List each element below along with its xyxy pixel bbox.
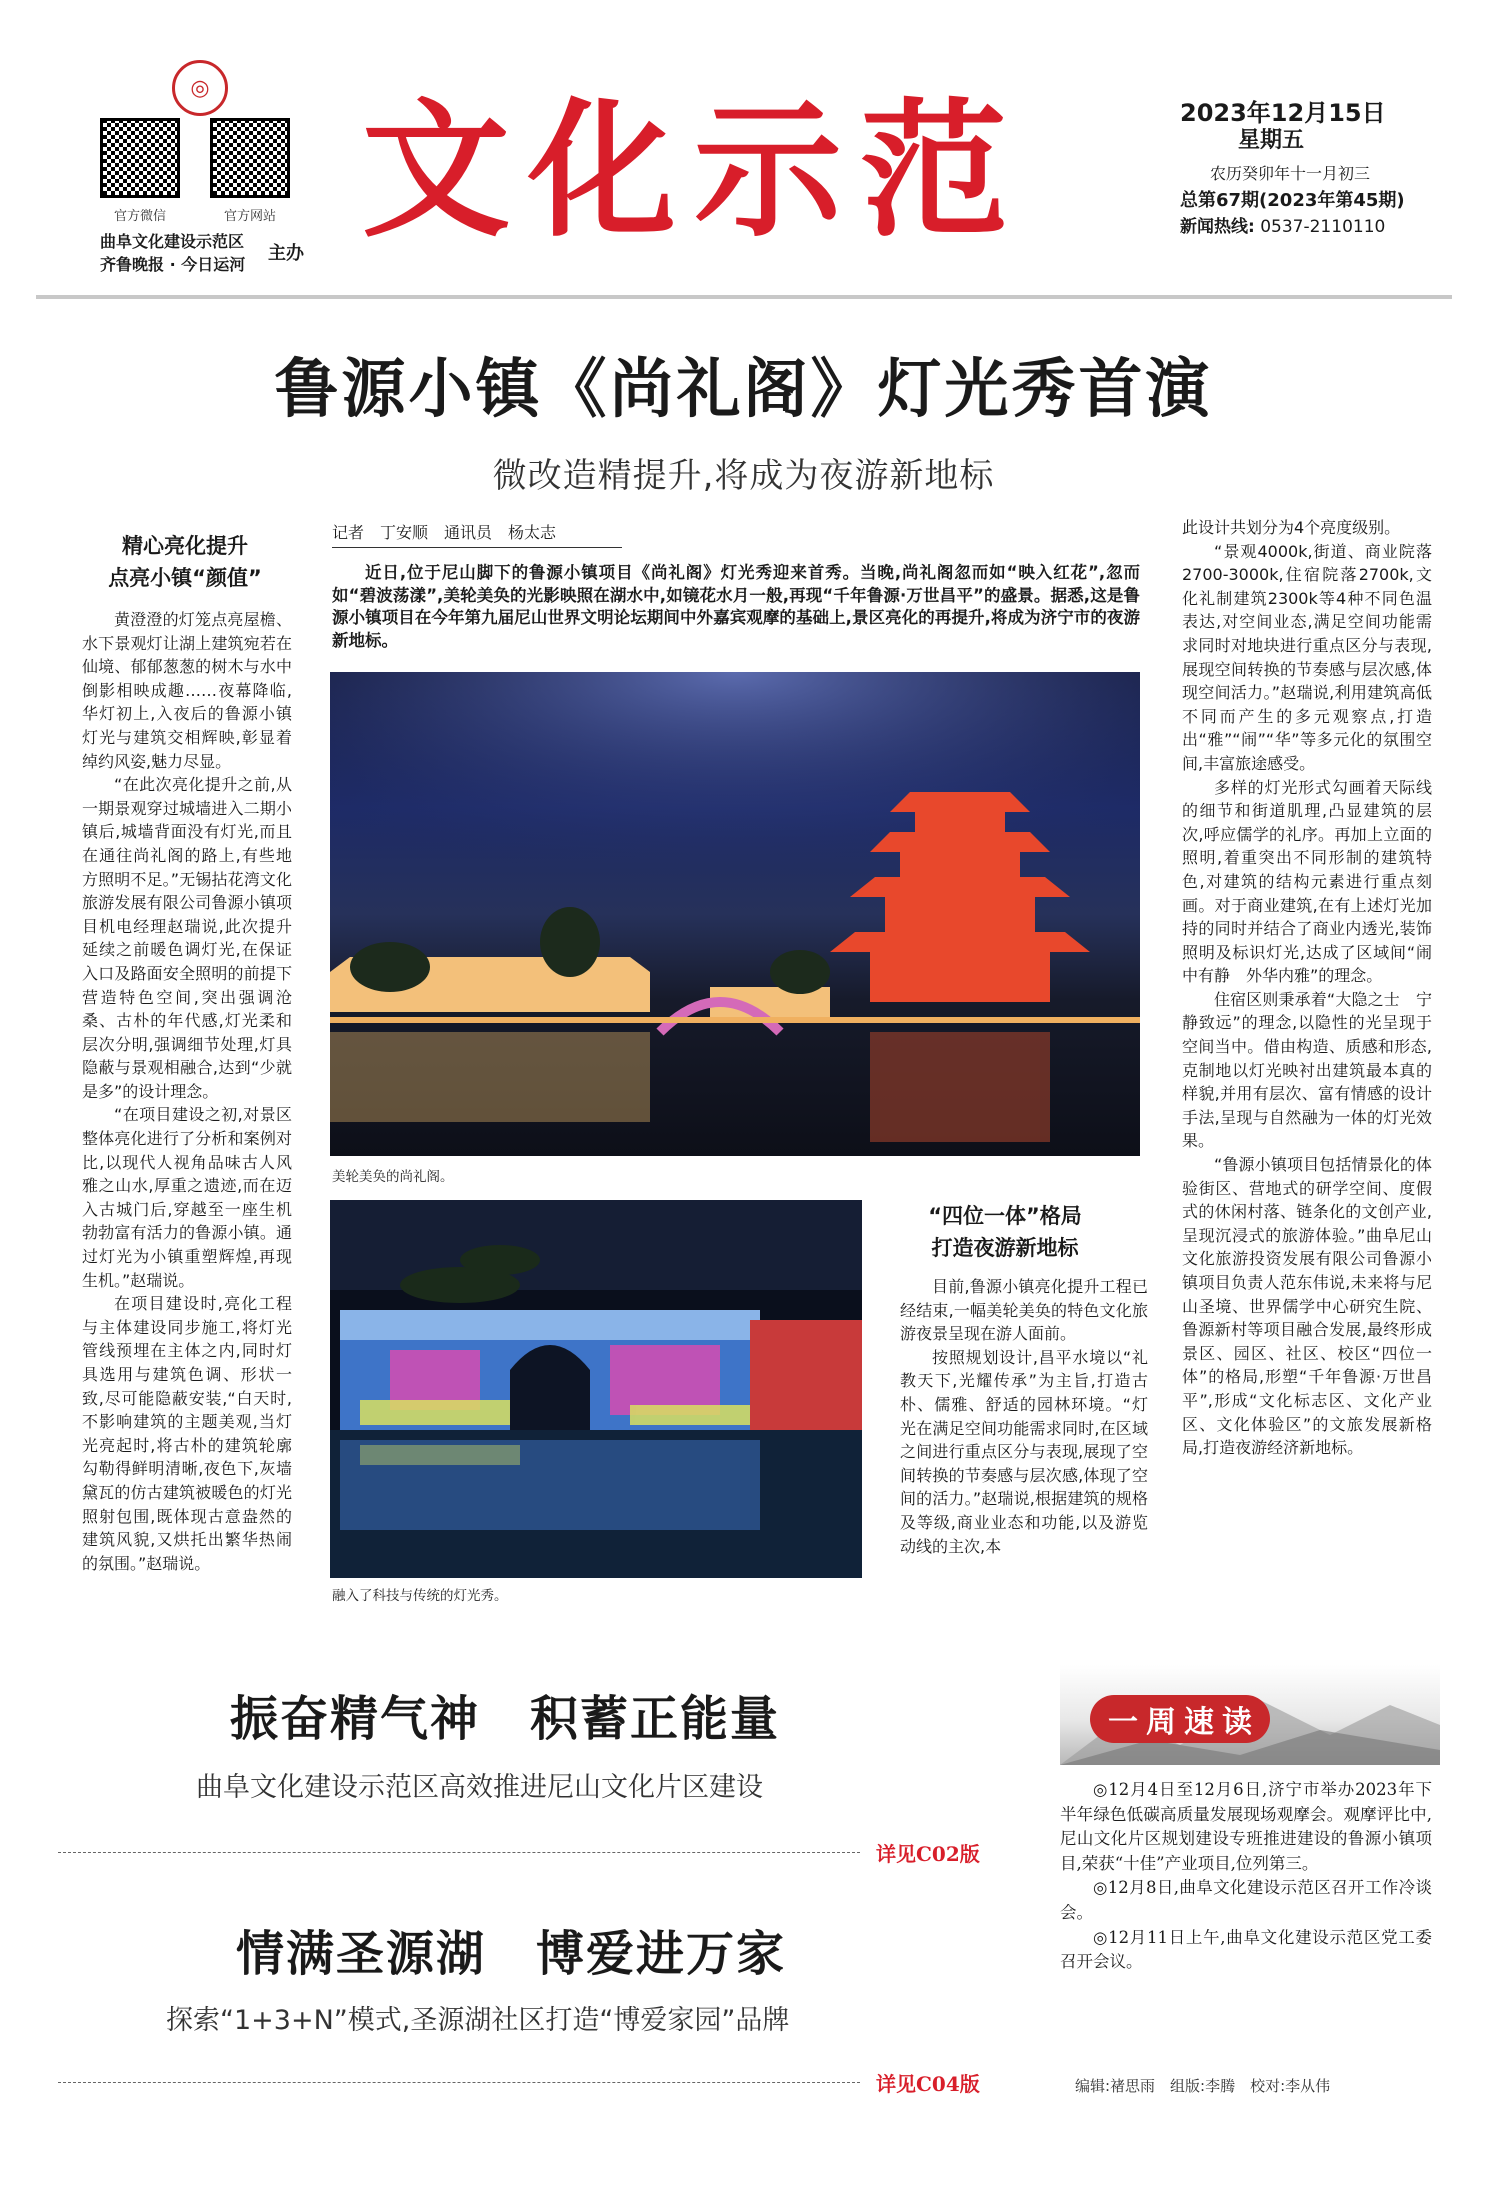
col1-subhead-line1: 精心亮化提升 [122, 534, 248, 558]
col1-subhead [80, 530, 290, 594]
weekly-badge-char: 周 [1146, 1705, 1176, 1740]
col3-para: 按照规划设计,昌平水境以“礼教天下,光耀传承”为主旨,打造古朴、儒雅、舒适的园林环境。“灯光在满足空间功能需求同时,在区域之间进行重点区分与表现,展现了空间转换的节奏感与层次感,体现了空间的活力。”赵瑞说,根据建筑的规格及等级,商业业态和功能,以及游览动线的主次,本 [900, 1347, 1148, 1556]
page-credits: 编辑:禇思雨 组版:李腾 校对:李从伟 [1075, 2077, 1331, 2095]
sponsor-2: 齐鲁晚报 · 今日运河 [100, 255, 246, 274]
teaser1-sub: 曲阜文化建设示范区高效推进尼山文化片区建设 [196, 1772, 763, 1803]
photo1-caption: 美轮美奂的尚礼阁。 [332, 1169, 454, 1185]
weekly-list [1060, 1778, 1432, 1975]
col1-para: “在项目建设之初,对景区整体亮化进行了分析和案例对比,以现代人视角品味古人风雅之山水,厚重之遗迹,而在迈入古城门后,穿越至一座生机勃勃富有活力的鲁源小镇。通过灯光为小镇重塑辉煌,再现生机。”赵瑞说。 [82, 1105, 292, 1290]
col1-para: 在项目建设时,亮化工程与主体建设同步施工,将灯光管线预埋在主体之内,同时灯具选用与建筑色调、形状一致,尽可能隐蔽安装,“白天时,不影响建筑的主题美观,当灯光亮起时,将古朴的建筑轮廓勾勒得鲜明清晰,夜色下,灰墙黛瓦的仿古建筑被暖色的灯光照射包围,既体现古意盎然的建筑风貌,又烘托出繁华热闹的氛围。”赵瑞说。 [82, 1294, 292, 1573]
col1-para: “在此次亮化提升之前,从一期景观穿过城墙进入二期小镇后,城墙背面没有灯光,而且在通往尚礼阁的路上,有些地方照明不足。”无锡拈花湾文化旅游发展有限公司鲁源小镇项目机电经理赵瑞说,此次提升延续之前暖色调灯光,在保证入口及路面安全照明的前提下营造特色空间,突出强调沧桑、古朴的年代感,灯光柔和层次分明,强调细节处理,灯具隐蔽与景观相融合,达到“少就是多”的设计理念。 [82, 775, 292, 1101]
col1-subhead-line2: 点亮小镇“颜值” [108, 566, 262, 590]
col3-subhead-line1: “四位一体”格局 [928, 1204, 1082, 1228]
issue-number: 总第67期(2023年第45期) [1180, 190, 1405, 211]
masthead-title: 文化示范 [362, 83, 1026, 257]
col3-body [900, 1275, 1148, 1617]
col1-para: 黄澄澄的灯笼点亮屋檐、水下景观灯让湖上建筑宛若在仙境、郁郁葱葱的树木与水中倒影相映成趣……夜幕降临,华灯初上,入夜后的鲁源小镇灯光与建筑交相辉映,彰显着绰约风姿,魅力尽显。 [82, 610, 292, 771]
sponsor-role: 主办 [268, 243, 304, 264]
weekly-item: ◎12月8日,曲阜文化建设示范区召开工作冷谈会。 [1060, 1878, 1432, 1922]
teaser1-see-link[interactable]: 详见C02版 [876, 1842, 980, 1866]
lead-intro: 近日,位于尼山脚下的鲁源小镇项目《尚礼阁》灯光秀迎来首秀。当晚,尚礼阁忽而如“映入红花”,忽而如“碧波荡漾”,美轮美奂的光影映照在湖水中,如镜花水月一般,再现“千年鲁源·万世昌平”的盛景。据悉,这是鲁源小镇项目在今年第九届尼山世界文明论坛期间中外嘉宾观摩的基础上,景区亮化的再提升,将成为济宁市的夜游新地标。 [332, 563, 1140, 650]
qr-website-label: 官方网站 [223, 209, 276, 224]
col3-subhead-line2: 打造夜游新地标 [931, 1236, 1079, 1260]
byline-rule [332, 547, 622, 548]
issue-date: 2023年12月15日 [1180, 99, 1386, 127]
col4-para: “景观4000k,街道、商业院落2700-3000k,住宿院落2700k,文化礼制建筑2300k等4种不同色温表达,对空间业态,满足空间功能需求同时对地块进行重点区分与表现,展现空间转换的节奏感与层次感,体现空间活力。”赵瑞说,利用建筑高低不同而产生的多元观察点,打造出“雅”“闹”“华”等多元化的氛围空间,丰富旅途感受。 [1182, 541, 1432, 773]
col3-para: 目前,鲁源小镇亮化提升工程已经结束,一幅美轮美奂的特色文化旅游夜景呈现在游人面前。 [900, 1277, 1148, 1344]
weekly-badge [1090, 1695, 1270, 1743]
photo2-caption: 融入了科技与传统的灯光秀。 [332, 1588, 508, 1604]
teaser2-rule [58, 2082, 860, 2083]
lunar-date: 农历癸卯年十一月初三 [1210, 164, 1371, 183]
weekly-badge-char: 读 [1222, 1705, 1252, 1740]
teaser1-rule [58, 1852, 860, 1853]
weekly-item: ◎12月4日至12月6日,济宁市举办2023年下半年绿色低碳高质量发展现场观摩会。观摩评比中,尼山文化片区规划建设专班推进建设的鲁源小镇项目,荣获“十佳”产业项目,位列第三。 [1060, 1780, 1432, 1873]
weekly-badge-char: 速 [1184, 1705, 1214, 1740]
col3-subhead [880, 1200, 1130, 1264]
col4-para: 此设计共划分为4个亮度级别。 [1182, 518, 1401, 537]
photo-light-show-drawing [330, 1200, 862, 1578]
photo-shanglige-pavilion [330, 672, 1140, 1156]
qr-website[interactable] [210, 118, 290, 198]
hotline-number: 0537-2110110 [1260, 217, 1386, 237]
weekly-badge-char: 一 [1108, 1705, 1138, 1740]
sponsor-block [100, 230, 245, 276]
col1-body [82, 608, 292, 1610]
weekday: 星期五 [1238, 128, 1305, 153]
teaser2-title[interactable]: 情满圣源湖 博爱进万家 [236, 1926, 787, 1982]
qr-wechat-label: 官方微信 [113, 209, 166, 224]
sponsor-1: 曲阜文化建设示范区 [100, 232, 245, 251]
teaser2-see-link[interactable]: 详见C04版 [876, 2072, 980, 2096]
photo-light-show [330, 1200, 862, 1578]
lead-headline: 鲁源小镇《尚礼阁》灯光秀首演 [274, 352, 1213, 427]
lead-subheadline: 微改造精提升,将成为夜游新地标 [492, 456, 995, 496]
photo-shanglige-drawing [330, 672, 1140, 1156]
date-block [1180, 100, 1460, 241]
col4-para: 多样的灯光形式勾画着天际线的细节和街道肌理,凸显建筑的层次,呼应儒学的礼序。再加上立面的照明,着重突出不同形制的建筑特色,对建筑的结构元素进行重点刻画。对于商业建筑,在有上述灯光加持的同时并结合了商业内透光,装饰照明及标识灯光,达成了区域间“闹中有静 外华内雅”的理念。 [1182, 777, 1432, 986]
qr-wechat[interactable] [100, 118, 180, 198]
masthead-rule [36, 295, 1452, 299]
emblem-seal-icon: ◎ [172, 60, 228, 116]
weekly-item: ◎12月11日上午,曲阜文化建设示范区党工委召开会议。 [1060, 1927, 1432, 1972]
hotline-label: 新闻热线: [1180, 217, 1255, 237]
teaser1-title[interactable]: 振奋精气神 积蓄正能量 [230, 1691, 781, 1747]
col4-para: “鲁源小镇项目包括情景化的体验街区、营地式的研学空间、度假式的休闲村落、链条化的文创产业,呈现沉浸式的旅游体验。”曲阜尼山文化旅游投资发展有限公司鲁源小镇项目负责人范东伟说,未来将与尼山圣境、世界儒学中心研究生院、鲁源新村等项目融合发展,最终形成景区、园区、社区、校区“四位一体”的格局,形塑“千年鲁源·万世昌平”,形成“文化标志区、文化产业区、文化体验区”的文旅发展新格局,打造夜游经济新地标。 [1182, 1155, 1432, 1458]
hotline [1180, 214, 1460, 241]
col4-para: 住宿区则秉承着“大隐之士 宁静致远”的理念,以隐性的光呈现于空间当中。借由构造、质感和形态,克制地以灯光映衬出建筑最本真的样貌,并用有层次、富有情感的设计手法,呈现与自然融为一体的灯光效果。 [1182, 989, 1432, 1151]
col4-body [1182, 516, 1432, 1616]
weekly-banner [1060, 1665, 1440, 1765]
teaser2-sub: 探索“1+3+N”模式,圣源湖社区打造“博爱家园”品牌 [166, 2005, 790, 2036]
byline: 记者 丁安顺 通讯员 杨太志 [332, 523, 557, 542]
